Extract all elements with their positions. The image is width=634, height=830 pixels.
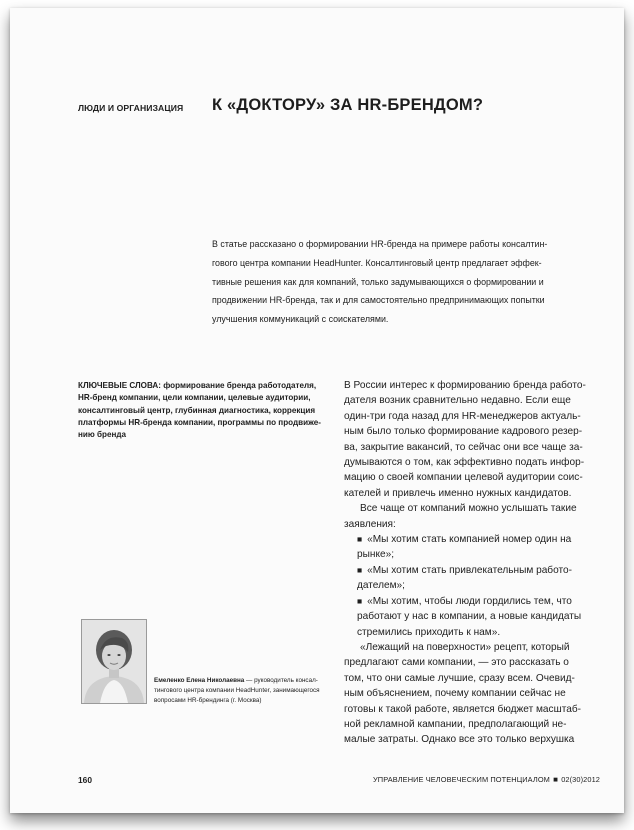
- text-line: готовы к такой работе, является бюджет масштаб-: [344, 703, 581, 715]
- text-line: том, что они самые лучшие, сразу всем. Очевид-: [344, 672, 575, 684]
- issue-number: 02(30)2012: [561, 775, 600, 784]
- text-line: [358, 532, 592, 547]
- author-info-line: [154, 676, 330, 686]
- text-line: дателя возник сравнительно недавно. Если еще: [344, 395, 571, 407]
- keywords-block: [78, 380, 323, 441]
- bullet-square-icon: ■: [357, 595, 363, 606]
- abstract-line: продвижении HR-бренда, так и для самостоятельно предпринимающих попытки: [212, 295, 545, 306]
- article-abstract: [212, 235, 578, 329]
- text-line: работают у нас в компании, а новые кандидаты: [357, 611, 582, 623]
- abstract-line: улучшения коммуникаций с соискателями.: [212, 314, 389, 325]
- text-line: малые затраты. Однако все это только верхушка: [344, 734, 575, 746]
- text-line: заявления:: [344, 518, 396, 530]
- bullet-square-icon: ■: [357, 564, 363, 575]
- text-line: мацию о своей компании целевой аудитории соис-: [344, 472, 583, 484]
- paragraph: [344, 501, 592, 532]
- running-footer: [373, 775, 600, 784]
- keywords-line: КЛЮЧЕВЫЕ СЛОВА: формирование бренда работодателя,: [78, 381, 317, 390]
- text-line: Все чаще от компаний можно услышать такие: [360, 503, 577, 515]
- author-info-line: тингового центра компании HeadHunter, занимающегося: [154, 686, 320, 694]
- bullet-text: «Мы хотим, чтобы люди гордились тем, что: [367, 595, 572, 607]
- article-body: [344, 378, 592, 748]
- abstract-line: тивные решения как для компаний, только задумывающихся о формировании и: [212, 276, 544, 287]
- page-number: 160: [78, 775, 92, 785]
- text-line: стремились приходить к нам».: [357, 626, 501, 638]
- journal-name: УПРАВЛЕНИЕ ЧЕЛОВЕЧЕСКИМ ПОТЕНЦИАЛОМ: [373, 775, 550, 784]
- keywords-line: платформы HR-бренда компании, программы по продвиже-: [78, 417, 321, 427]
- keywords-line: консалтинговый центр, глубинная диагностика, коррекция: [78, 405, 316, 415]
- paragraph: [344, 378, 592, 501]
- bullet-item: [344, 532, 592, 563]
- abstract-line: В статье рассказано о формировании HR-бренда на примере работы консалтин-: [212, 239, 548, 249]
- paragraph: [344, 640, 592, 748]
- article-title: К «ДОКТОРУ» ЗА HR-БРЕНДОМ?: [212, 96, 484, 114]
- text-line: ва, закрытие вакансий, то сейчас они все чаще за-: [344, 441, 583, 453]
- text-line: предлагают сами компании, — это рассказать о: [344, 657, 569, 669]
- text-line: «Лежащий на поверхности» рецепт, который: [360, 641, 570, 653]
- bullet-text: «Мы хотим стать компанией номер один на: [367, 534, 572, 546]
- author-photo: [81, 619, 147, 704]
- text-line: думываются о том, как эффективно подать инфор-: [344, 457, 585, 469]
- keywords-line: нию бренда: [78, 430, 126, 440]
- author-name: Емеленко Елена Николаевна: [154, 677, 245, 684]
- section-label: ЛЮДИ И ОРГАНИЗАЦИЯ: [78, 103, 184, 113]
- text-line: дателем»;: [357, 580, 405, 592]
- text-line: [358, 594, 592, 609]
- author-portrait-image: [82, 620, 146, 703]
- author-role: — руководитель консал-: [244, 677, 318, 684]
- text-line: ным объяснением, почему компании сейчас не: [344, 688, 566, 700]
- text-line: кателей и привлечь именно нужных кандидатов.: [344, 487, 572, 499]
- text-line: рынке»;: [357, 549, 395, 561]
- author-info: [154, 676, 330, 706]
- text-line: В России интерес к формированию бренда работо-: [344, 380, 586, 391]
- text-line: ным было только формирование кадрового резер-: [344, 426, 583, 438]
- text-line: [358, 563, 592, 578]
- keywords-line: HR-бренд компании, цели компании, целевые аудитории,: [78, 393, 311, 403]
- author-info-line: вопросами HR-брендинга (г. Москва): [154, 696, 262, 704]
- footer-square-icon: ■: [553, 775, 559, 784]
- bullet-item: [344, 563, 592, 594]
- bullet-text: «Мы хотим стать привлекательным работо-: [367, 564, 572, 576]
- text-line: один-три года назад для HR-менеджеров актуаль-: [344, 410, 581, 422]
- bullet-item: [344, 594, 592, 640]
- text-line: ной рекламной кампании, предполагающий не-: [344, 718, 567, 730]
- bullet-square-icon: ■: [357, 534, 363, 545]
- abstract-line: гового центра компании HeadHunter. Консалтинговый центр предлагает эффек-: [212, 257, 542, 268]
